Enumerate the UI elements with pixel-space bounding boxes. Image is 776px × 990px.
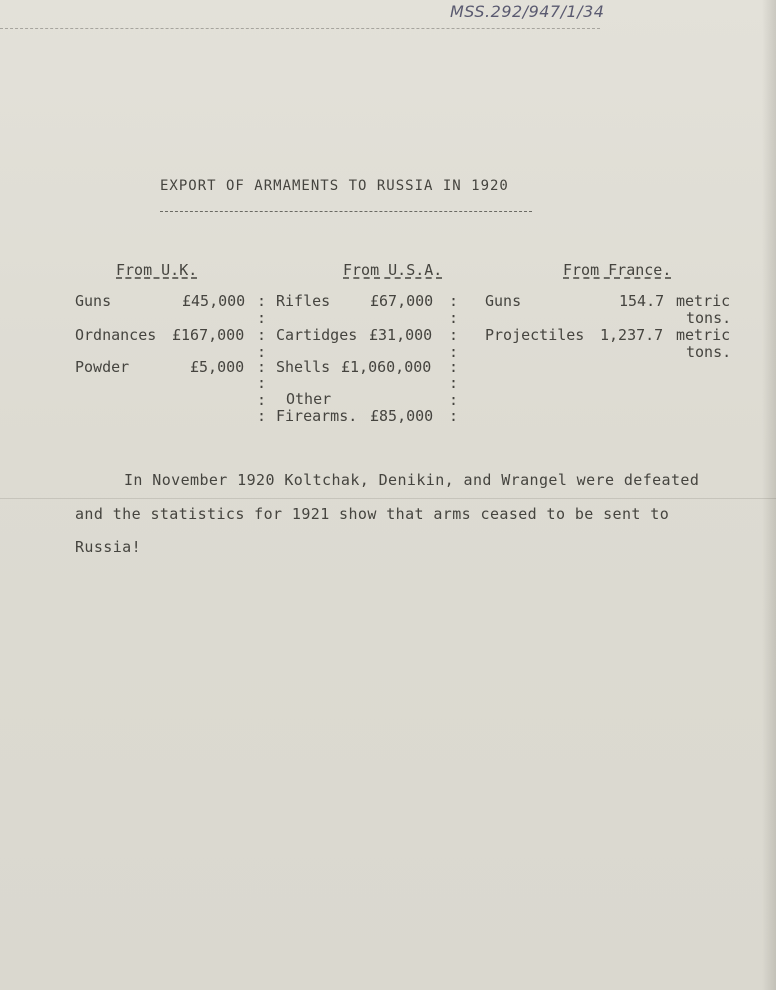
column-separator: : <box>257 309 267 327</box>
france-column-header: From France. <box>563 261 672 279</box>
usa-item-label: Firearms. <box>276 407 358 425</box>
column-separator: : <box>449 309 459 327</box>
usa-item-label: Cartidges <box>276 326 358 344</box>
column-separator: : <box>257 326 267 344</box>
usa-item-label: Other <box>286 390 332 408</box>
usa-column-header: From U.S.A. <box>343 261 443 279</box>
france-item-value: 154.7 <box>619 292 665 310</box>
column-separator: : <box>257 292 267 310</box>
france-item-unit: tons. <box>686 309 732 327</box>
uk-item-value: £167,000 <box>172 326 245 344</box>
column-separator: : <box>449 358 459 376</box>
usa-item-label: Shells <box>276 358 331 376</box>
uk-column-header: From U.K. <box>116 261 198 279</box>
france-item-label: Guns <box>485 292 522 310</box>
paragraph-line: In November 1920 Koltchak, Denikin, and Wrangel were defeated <box>124 471 700 489</box>
uk-item-label: Guns <box>75 292 112 310</box>
paragraph-line: Russia! <box>75 538 142 556</box>
uk-item-label: Ordnances <box>75 326 157 344</box>
usa-item-value: £31,000 <box>369 326 433 344</box>
column-separator: : <box>449 326 459 344</box>
france-item-value: 1,237.7 <box>600 326 664 344</box>
column-separator: : <box>449 292 459 310</box>
france-item-label: Projectiles <box>485 326 585 344</box>
column-separator: : <box>257 407 267 425</box>
column-separator: : <box>257 343 267 361</box>
usa-item-value: £1,060,000 <box>341 358 432 376</box>
france-item-unit: metric <box>676 326 731 344</box>
usa-item-value: £67,000 <box>370 292 434 310</box>
uk-item-value: £45,000 <box>182 292 246 310</box>
column-separator: : <box>449 374 459 392</box>
fold-crease <box>0 498 776 499</box>
column-separator: : <box>449 343 459 361</box>
column-separator: : <box>449 391 459 409</box>
torn-edge-line <box>0 28 600 32</box>
france-item-unit: tons. <box>686 343 732 361</box>
archive-reference: MSS.292/947/1/34 <box>450 2 605 21</box>
column-separator: : <box>257 374 267 392</box>
column-separator: : <box>449 407 459 425</box>
column-separator: : <box>257 391 267 409</box>
document-title: EXPORT OF ARMAMENTS TO RUSSIA IN 1920 <box>160 178 509 194</box>
column-separator: : <box>257 358 267 376</box>
paragraph-line: and the statistics for 1921 show that arms ceased to be sent to <box>75 505 670 523</box>
france-item-unit: metric <box>676 292 731 310</box>
uk-item-label: Powder <box>75 358 130 376</box>
title-underline <box>160 211 532 212</box>
uk-item-value: £5,000 <box>190 358 245 376</box>
usa-item-label: Rifles <box>276 292 331 310</box>
usa-item-value: £85,000 <box>370 407 434 425</box>
